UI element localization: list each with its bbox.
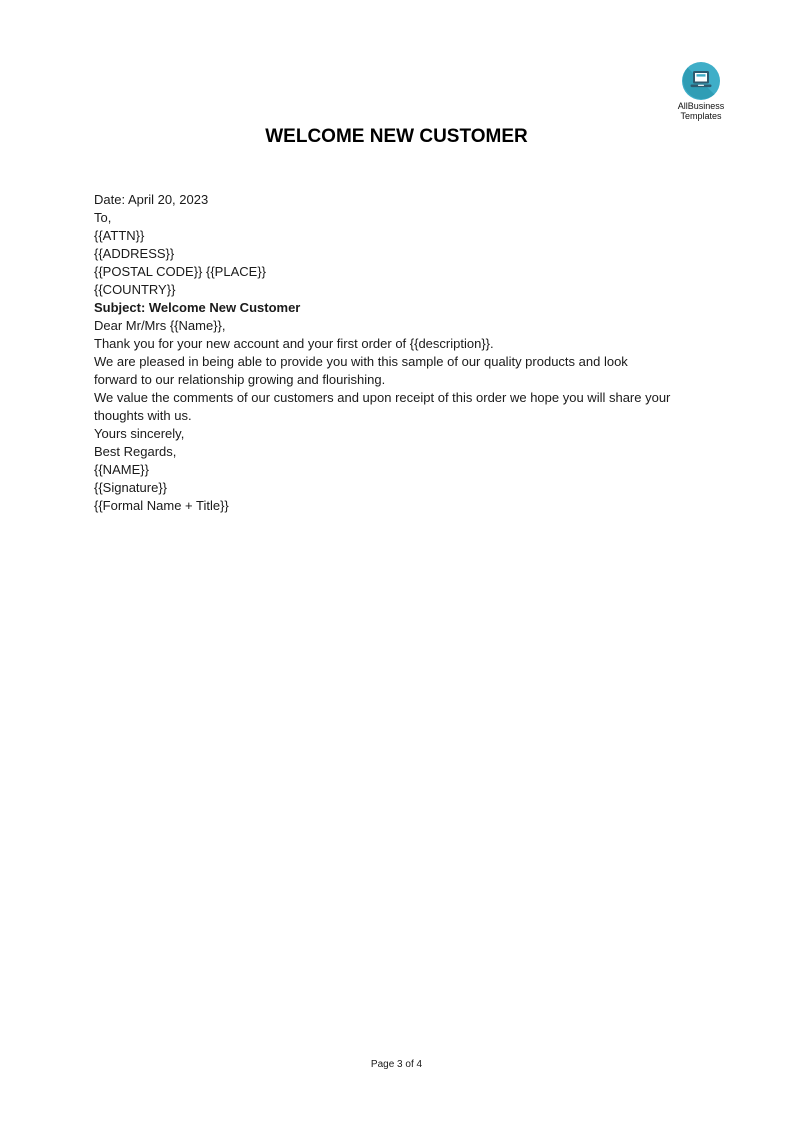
paragraph-line: We are pleased in being able to provide you with this sample of our quality products and look: [94, 354, 628, 369]
subject-line: Subject: Welcome New Customer: [94, 300, 301, 315]
closing-formal-name-placeholder: {{Formal Name + Title}}: [94, 498, 229, 513]
brand-text: [641, 101, 761, 121]
recipient-line: {{ATTN}}: [94, 228, 145, 243]
closing-signature-placeholder: {{Signature}}: [94, 480, 168, 495]
laptop-logo-icon: [682, 62, 720, 100]
recipient-line: To,: [94, 210, 112, 225]
recipient-block: [94, 209, 700, 299]
closing-sincerely: Yours sincerely,: [94, 426, 185, 441]
paragraph-line: thoughts with us.: [94, 408, 192, 423]
closing-name-placeholder: {{NAME}}: [94, 462, 149, 477]
closing-regards: Best Regards,: [94, 444, 177, 459]
recipient-line: {{COUNTRY}}: [94, 282, 176, 297]
brand-logo: [641, 62, 761, 121]
recipient-line: {{POSTAL CODE}} {{PLACE}}: [94, 264, 266, 279]
paragraph-line: We value the comments of our customers and upon receipt of this order we hope you will share your: [94, 390, 671, 405]
page-footer: Page 3 of 4: [370, 1059, 423, 1070]
salutation: Dear Mr/Mrs {{Name}},: [94, 318, 226, 333]
paragraph-line: forward to our relationship growing and flourishing.: [94, 372, 386, 387]
date-line: Date: April 20, 2023: [94, 192, 209, 207]
recipient-line: {{ADDRESS}}: [94, 246, 175, 261]
body-paragraph-3: [94, 389, 700, 425]
brand-line-2: Templates: [680, 111, 722, 121]
body-paragraph-1: Thank you for your new account and your first order of {{description}}.: [94, 336, 494, 351]
page-title: WELCOME NEW CUSTOMER: [265, 126, 528, 147]
letter-content: [94, 191, 700, 515]
body-paragraph-2: [94, 353, 700, 389]
brand-line-1: AllBusiness: [677, 101, 725, 111]
